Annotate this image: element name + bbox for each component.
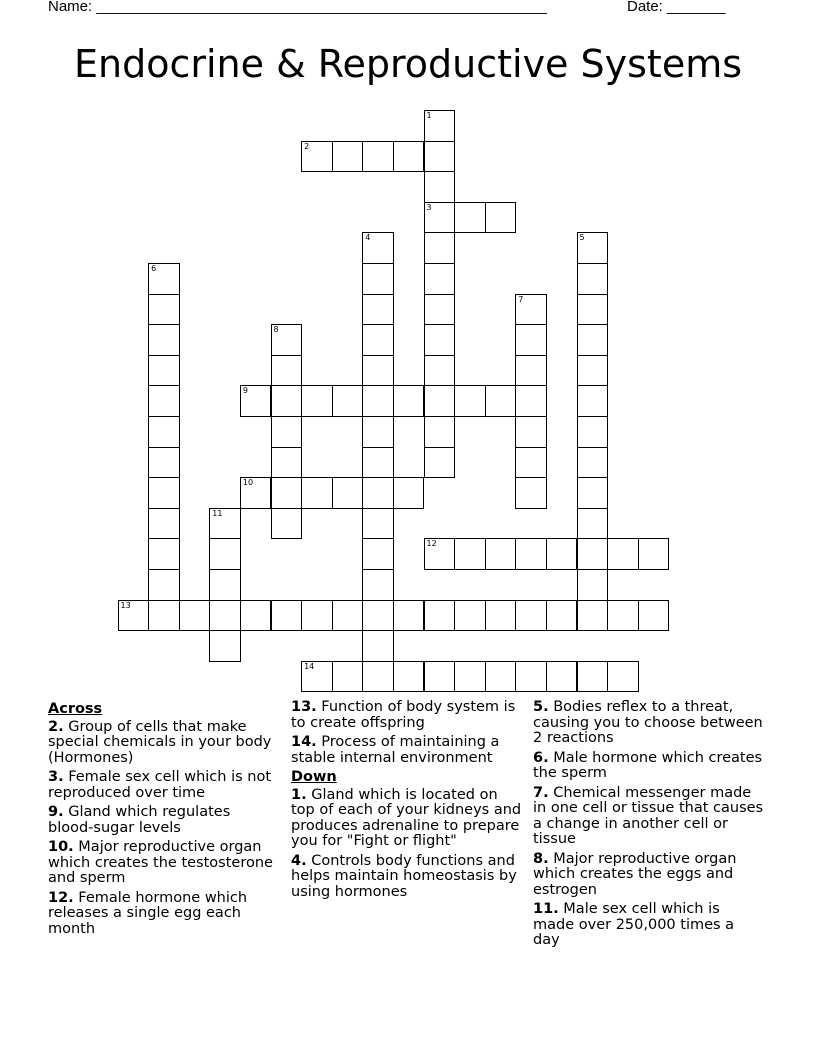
grid-cell[interactable] <box>577 294 609 326</box>
grid-cell[interactable] <box>148 569 180 601</box>
grid-cell[interactable] <box>515 416 547 448</box>
grid-cell[interactable] <box>424 141 456 173</box>
grid-cell[interactable] <box>515 538 547 570</box>
clue-number-label: 5 <box>579 233 585 243</box>
grid-cell[interactable] <box>577 447 609 479</box>
grid-cell[interactable] <box>424 110 456 142</box>
grid-cell[interactable] <box>209 600 241 632</box>
grid-cell[interactable] <box>271 416 303 448</box>
grid-cell[interactable] <box>607 538 639 570</box>
clue-number-label: 9 <box>242 386 248 396</box>
grid-cell[interactable] <box>362 569 394 601</box>
grid-cell[interactable] <box>148 600 180 632</box>
grid-cell[interactable] <box>148 447 180 479</box>
grid-cell[interactable] <box>393 477 425 509</box>
grid-cell[interactable] <box>546 538 578 570</box>
clue-number-label: 10 <box>242 478 254 488</box>
grid-cell[interactable] <box>148 538 180 570</box>
grid-cell[interactable] <box>393 600 425 632</box>
grid-cell[interactable] <box>454 202 486 234</box>
grid-cell[interactable] <box>240 600 272 632</box>
grid-cell[interactable] <box>301 600 333 632</box>
grid-cell[interactable] <box>577 263 609 295</box>
grid-cell[interactable] <box>332 477 364 509</box>
clue-number-label: 3 <box>426 202 432 212</box>
grid-cell[interactable] <box>148 385 180 417</box>
grid-cell[interactable] <box>424 661 456 693</box>
grid-cell[interactable] <box>209 630 241 662</box>
grid-cell[interactable] <box>424 232 456 264</box>
clue-across-9: 9. Gland which regulates blood-sugar levels <box>48 804 231 836</box>
grid-cell[interactable] <box>424 202 456 234</box>
grid-cell[interactable] <box>179 600 211 632</box>
clue-number-label: 6 <box>151 264 157 273</box>
clues-column-1 <box>48 700 280 941</box>
grid-cell[interactable] <box>271 355 303 387</box>
clue-across-13: 13. Function of body system is to create offspring <box>291 699 516 731</box>
grid-cell[interactable] <box>607 600 639 632</box>
grid-cell[interactable] <box>515 355 547 387</box>
grid-cell[interactable] <box>424 416 456 448</box>
clue-number-label: 13 <box>120 600 131 610</box>
grid-cell[interactable] <box>577 232 609 264</box>
grid-cell[interactable] <box>332 661 364 693</box>
grid-cell[interactable] <box>515 447 547 479</box>
grid-cell[interactable] <box>301 477 333 509</box>
grid-cell[interactable] <box>393 141 425 173</box>
grid-cell[interactable] <box>148 355 180 387</box>
grid-cell[interactable] <box>485 385 517 417</box>
grid-cell[interactable] <box>577 508 609 540</box>
grid-cell[interactable] <box>362 416 394 448</box>
grid-cell[interactable] <box>209 508 241 540</box>
grid-cell[interactable] <box>424 324 456 356</box>
grid-cell[interactable] <box>424 600 456 632</box>
grid-cell[interactable] <box>271 477 303 509</box>
grid-cell[interactable] <box>148 508 180 540</box>
grid-cell[interactable] <box>332 385 364 417</box>
grid-cell[interactable] <box>577 569 609 601</box>
grid-cell[interactable] <box>424 538 456 570</box>
grid-cell[interactable] <box>362 630 394 662</box>
grid-cell[interactable] <box>454 600 486 632</box>
grid-cell[interactable] <box>577 416 609 448</box>
grid-cell[interactable] <box>485 600 517 632</box>
grid-cell[interactable] <box>362 263 394 295</box>
grid-cell[interactable] <box>393 661 425 693</box>
clue-down-7: 7. Chemical messenger made in one cell or tissue that causes a change in another cell or tissue <box>533 784 764 847</box>
clue-across-14: 14. Process of maintaining a stable internal environment <box>291 734 500 766</box>
grid-cell[interactable] <box>362 294 394 326</box>
grid-cell[interactable] <box>515 661 547 693</box>
grid-cell[interactable] <box>362 661 394 693</box>
grid-cell[interactable] <box>148 477 180 509</box>
grid-cell[interactable] <box>485 202 517 234</box>
grid-cell[interactable] <box>209 569 241 601</box>
grid-cell[interactable] <box>148 324 180 356</box>
clue-number-label: 12 <box>426 539 437 549</box>
grid-cell[interactable] <box>454 661 486 693</box>
grid-cell[interactable] <box>546 661 578 693</box>
grid-cell[interactable] <box>271 508 303 540</box>
clue-number-label: 1 <box>426 111 432 120</box>
grid-cell[interactable] <box>577 385 609 417</box>
grid-cell[interactable] <box>424 355 456 387</box>
grid-cell[interactable] <box>638 538 670 570</box>
grid-cell[interactable] <box>362 600 394 632</box>
clue-across-10: 10. Major reproductive organ which creates the testosterone and sperm <box>48 839 273 886</box>
grid-cell[interactable] <box>577 600 609 632</box>
clue-down-11: 11. Male sex cell which is made over 250,000 times a day <box>533 901 735 948</box>
grid-cell[interactable] <box>240 385 272 417</box>
across-heading: Across <box>48 701 103 717</box>
grid-cell[interactable] <box>362 232 394 264</box>
name-field-label: Name: ______________________________________________________ <box>48 0 547 15</box>
grid-cell[interactable] <box>546 600 578 632</box>
clue-number-label: 4 <box>365 233 371 243</box>
down-heading: Down <box>291 769 337 785</box>
grid-cell[interactable] <box>424 447 456 479</box>
grid-cell[interactable] <box>454 385 486 417</box>
grid-cell[interactable] <box>240 477 272 509</box>
grid-cell[interactable] <box>424 263 456 295</box>
clue-number-label: 7 <box>518 294 524 304</box>
grid-cell[interactable] <box>362 324 394 356</box>
grid-cell[interactable] <box>393 385 425 417</box>
grid-cell[interactable] <box>485 538 517 570</box>
grid-cell[interactable] <box>301 385 333 417</box>
grid-cell[interactable] <box>271 385 303 417</box>
grid-cell[interactable] <box>577 324 609 356</box>
grid-cell[interactable] <box>271 447 303 479</box>
grid-cell[interactable] <box>424 294 456 326</box>
grid-cell[interactable] <box>424 171 456 203</box>
clue-down-5: 5. Bodies reflex to a threat, causing you to choose between 2 reactions <box>533 699 763 746</box>
grid-cell[interactable] <box>301 661 333 693</box>
grid-cell[interactable] <box>485 661 517 693</box>
grid-cell[interactable] <box>332 141 364 173</box>
grid-cell[interactable] <box>515 324 547 356</box>
grid-cell[interactable] <box>148 263 180 295</box>
grid-cell[interactable] <box>577 661 609 693</box>
grid-cell[interactable] <box>148 294 180 326</box>
grid-cell[interactable] <box>209 538 241 570</box>
grid-cell[interactable] <box>148 416 180 448</box>
clue-across-3: 3. Female sex cell which is not reproduced over time <box>48 769 272 801</box>
grid-cell[interactable] <box>118 600 150 632</box>
clue-number-label: 8 <box>273 325 279 335</box>
clue-number-label: 11 <box>212 508 223 518</box>
clue-down-6: 6. Male hormone which creates the sperm <box>533 749 763 781</box>
grid-cell[interactable] <box>638 600 670 632</box>
clue-down-8: 8. Major reproductive organ which creates the eggs and estrogen <box>533 850 737 898</box>
grid-cell[interactable] <box>362 447 394 479</box>
grid-cell[interactable] <box>362 538 394 570</box>
clues-column-2 <box>291 700 523 904</box>
grid-cell[interactable] <box>424 385 456 417</box>
grid-cell[interactable] <box>607 661 639 693</box>
grid-cell[interactable] <box>362 477 394 509</box>
clue-number-label: 14 <box>304 661 315 671</box>
date-field-label: Date: _______ <box>627 0 726 15</box>
grid-cell[interactable] <box>271 324 303 356</box>
grid-cell[interactable] <box>301 141 333 173</box>
grid-cell[interactable] <box>362 141 394 173</box>
grid-cell[interactable] <box>577 477 609 509</box>
grid-cell[interactable] <box>577 355 609 387</box>
grid-cell[interactable] <box>332 600 364 632</box>
grid-cell[interactable] <box>515 477 547 509</box>
clues-column-3 <box>533 700 765 953</box>
clue-across-12: 12. Female hormone which releases a single egg each month <box>48 889 248 937</box>
grid-cell[interactable] <box>362 385 394 417</box>
grid-cell[interactable] <box>271 600 303 632</box>
clue-down-4: 4. Controls body functions and helps maintain homeostasis by using hormones <box>291 852 517 900</box>
grid-cell[interactable] <box>362 508 394 540</box>
clue-number-label: 2 <box>304 141 310 151</box>
clue-across-2: 2. Group of cells that make special chemicals in your body (Hormones) <box>48 718 272 766</box>
grid-cell[interactable] <box>454 538 486 570</box>
grid-cell[interactable] <box>515 294 547 326</box>
clue-down-1: 1. Gland which is located on top of each of your kidneys and produces adrenaline to prepare you for "Fight or flight" <box>291 786 522 849</box>
page-title: Endocrine & Reproductive Systems <box>73 42 743 86</box>
grid-cell[interactable] <box>577 538 609 570</box>
grid-cell[interactable] <box>515 600 547 632</box>
grid-cell[interactable] <box>362 355 394 387</box>
grid-cell[interactable] <box>515 385 547 417</box>
